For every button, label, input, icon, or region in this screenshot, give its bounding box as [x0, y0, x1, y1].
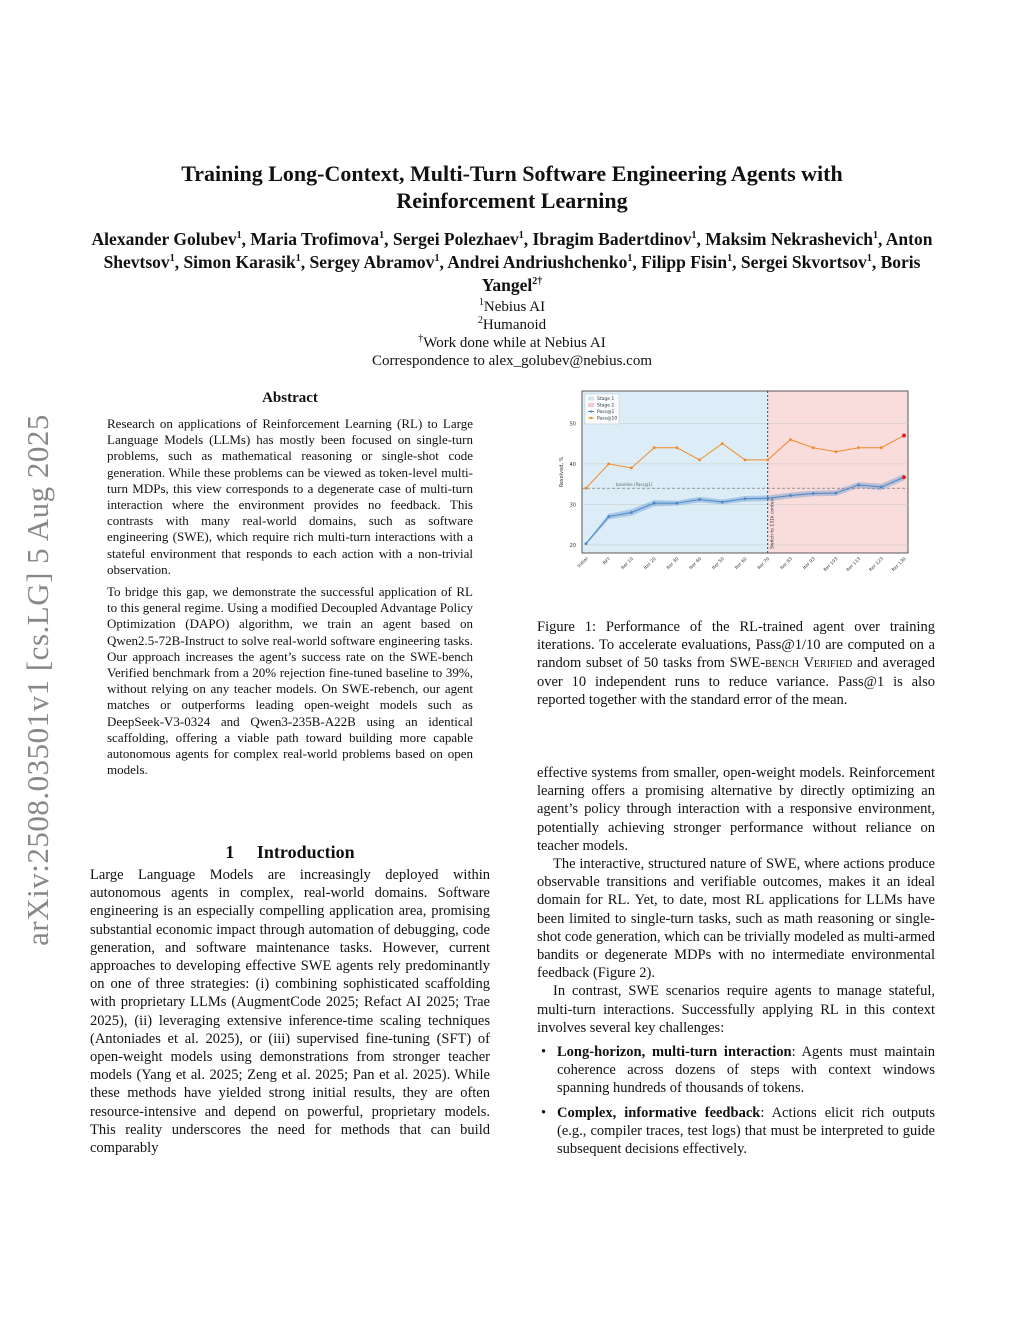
figure-1-caption: Figure 1: Performance of the RL-trained agent over training iterations. To accelerate evaluations, Pass@1/10 are computed on a random subset of 50 tasks from SWE-bench Verified and averaged over 10 independent runs to reduce variance. Pass@1 is also reported together with the standard error of the mean. [537, 619, 935, 708]
x-tick-label: Iter 83 [779, 556, 794, 571]
series-point-pass1 [721, 501, 724, 504]
author-affiliation-sup: 1 [434, 253, 440, 265]
x-tick-label: Iter 130 [891, 556, 908, 573]
legend-label: Pass@1 [597, 410, 615, 415]
author-name: Andrei Andriushchenko [447, 252, 628, 272]
series-point-pass1 [857, 484, 860, 487]
author-affiliation-sup: 1 [518, 230, 524, 242]
x-tick-label: Iter 30 [666, 556, 681, 571]
x-tick-label: Initial [577, 556, 590, 570]
x-tick-label: Iter 10 [620, 556, 635, 571]
affiliation-1-sup: 1 [478, 297, 484, 308]
author-affiliation-sup: 2† [532, 276, 543, 288]
series-point-pass1 [902, 475, 906, 479]
author-affiliation-sup: 1 [295, 253, 301, 265]
author-name: Alexander Golubev [91, 229, 237, 249]
series-point-pass10 [630, 467, 633, 470]
author [310, 252, 440, 272]
intro-paragraph-1: Large Language Models are increasingly deployed within autonomous agents in complex, real-world domains. Software engineering is an especially compelling application area, promising substantial economic impact through automation of debugging, code generation, and software maintenance tasks. However, current approaches to developing effective SWE agents rely predominantly on one of three strategies: (i) combining sophisticated scaffolding with proprietary LLMs (AugmentCode 2025; Refact AI 2025; Trae 2025), (ii) leveraging extensive inference-time scaling techniques (Antoniades et al. 2025), or (iii) supervised fine-tuning (SFT) of open-weight models using demonstrations from stronger teacher models (Yang et al. 2025; Zeng et al. 2025; Pan et al. 2025). While these methods have yielded strong initial results, they are often resource-intensive and depend on powerful, proprietary models. This reality underscores the need for methods that can build comparably [90, 867, 490, 1157]
legend-label: Stage 1 [597, 397, 615, 402]
series-point-pass10 [834, 450, 837, 453]
affiliation-2-name: Humanoid [482, 317, 547, 333]
y-axis-label: Resolved, % [559, 456, 565, 488]
series-point-pass10 [857, 446, 860, 449]
series-point-pass1 [880, 486, 883, 489]
series-point-pass10 [789, 438, 792, 441]
affiliation-1-name: Nebius AI [483, 299, 546, 315]
section-heading-introduction: 1 Introduction [225, 842, 355, 862]
author [250, 229, 384, 249]
series-point-pass10 [812, 446, 815, 449]
author-name: Boris Yangel [481, 252, 921, 295]
paper-title [0, 160, 1024, 214]
x-tick-label: RFT [602, 556, 613, 567]
series-point-pass1 [653, 502, 656, 505]
x-tick-label: Iter 40 [688, 556, 703, 571]
right-paragraph-1: effective systems from smaller, open-weight models. Reinforcement learning offers a promising alternative by directly optimizing an agent’s policy through interaction with a responsive environment, potentially achieving stronger performance without reliance on teacher models. [537, 765, 935, 854]
series-point-pass10 [766, 458, 769, 461]
legend [585, 394, 619, 424]
abstract-paragraph-1: Research on applications of Reinforcement Learning (RL) to Large Language Models (LLMs) has mostly been focused on single-turn problems, such as mathematical reasoning or single-shot code generation. While these problems can be viewed as token-level multi-turn MDPs, this view corresponds to a degenerate case of multi-turn interaction where the environment provides no feedback. This contrasts with many real-world domains, such as software engineering (SWE), which require rich multi-turn interactions with a stateful environment that responds to each action with a non-trivial observation. [107, 416, 473, 577]
baseline-label: baseline (Pass@1) [616, 482, 653, 488]
author-name: Anton Shevtsov [103, 229, 933, 272]
series-point-pass10 [744, 458, 747, 461]
challenge-text: : Actions elicit rich outputs (e.g., compiler traces, test logs) that must be interpreted to guide subsequent decisions effectively. [557, 1104, 935, 1158]
author [705, 229, 878, 249]
x-tick-label: Iter 70 [757, 556, 772, 571]
x-tick-label: Iter 123 [868, 556, 885, 573]
series-point-pass10 [902, 434, 906, 438]
author-name: Sergey Abramov [309, 252, 435, 272]
author-name: Simon Karasik [183, 252, 296, 272]
legend-swatch [588, 403, 594, 407]
x-tick-label: Iter 20 [643, 556, 658, 571]
legend-marker [590, 410, 592, 412]
affiliation-2-sup: 2 [477, 315, 483, 326]
y-tick-label: 30 [569, 502, 576, 509]
series-point-pass1 [789, 494, 792, 497]
author-affiliation-sup: 1 [627, 253, 633, 265]
author-name: Maria Trofimova [250, 229, 380, 249]
legend-label: Stage 2 [597, 403, 615, 409]
series-point-pass10 [653, 446, 656, 449]
right-paragraph-2: The interactive, structured nature of SWE, where actions produce observable transitions and verifiable outcomes, makes it an ideal domain for RL. Yet, to date, most RL applications for LLMs have been limited to single-turn tasks, such as math reasoning or single-shot code generation, which can be trivially modeled as multi-armed bandits or degenerate MDPs with no intermediate environmental feedback (Figure 2). [537, 856, 935, 982]
benchmark-name: SWE-bench Verified [729, 655, 853, 672]
author [447, 252, 632, 272]
right-column-body [537, 764, 935, 1164]
series-point-pass10 [880, 446, 883, 449]
legend-swatch [588, 397, 594, 401]
author-name: Sergei Skvortsov [740, 252, 867, 272]
series-point-pass10 [698, 458, 701, 461]
author [741, 252, 872, 272]
arxiv-watermark [8, 380, 68, 980]
y-tick-label: 40 [569, 461, 576, 468]
abstract-paragraph-2: To bridge this gap, we demonstrate the successful application of RL to this general regime. Using a modified Decoupled Advantage Policy Optimization (DAPO) algorithm, we train an agent based on Qwen2.5-72B-Instruct to solve real-world software engineering tasks. Our approach increases the agent’s success rate on the SWE-bench Verified benchmark from a 20% rejection fine-tuned baseline to 39%, without relying on any teacher models. On SWE-rebench, our agent matches or outperforms leading open-weight models such as DeepSeek-V3-0324 and Qwen3-235B-A22B using an identical scaffolding, offering a viable path toward building more capable autonomous agents for complex real-world problems based on open models. [107, 584, 473, 778]
author-affiliation-sup: 1 [872, 230, 878, 242]
series-point-pass1 [630, 511, 633, 514]
challenge-title: Complex, informative feedback [557, 1104, 761, 1121]
author-affiliation-sup: 1 [236, 230, 242, 242]
author-name: Maksim Nekrashevich [705, 229, 873, 249]
author-affiliation-sup: 1 [727, 253, 733, 265]
series-point-pass10 [675, 446, 678, 449]
y-tick-label: 50 [569, 421, 576, 428]
series-point-pass10 [585, 487, 588, 490]
series-point-pass1 [766, 497, 769, 500]
x-tick-label: Iter 50 [711, 556, 726, 571]
author-name: Filipp Fisin [641, 252, 728, 272]
author-affiliation-sup: 1 [169, 253, 175, 265]
series-point-pass10 [721, 442, 724, 445]
challenge-title: Long-horizon, multi-turn interaction [557, 1044, 792, 1061]
introduction-body [90, 866, 490, 1157]
affiliations [0, 298, 1024, 370]
challenge-text: : Agents must maintain coherence across dozens of steps with context windows spanning hundreds of thousands of tokens. [557, 1044, 935, 1097]
correspondence[interactable]: Correspondence to alex_golubev@nebius.com [372, 353, 652, 369]
x-tick-label: Iter 93 [802, 556, 817, 571]
author-affiliation-sup: 1 [379, 230, 385, 242]
author-affiliation-sup: 1 [866, 253, 872, 265]
series-point-pass1 [675, 502, 678, 505]
figure-1-chart [540, 385, 920, 600]
author-name: Sergei Polezhaev [392, 229, 519, 249]
title-line-2: Reinforcement Learning [396, 188, 628, 213]
y-tick-label: 20 [569, 542, 576, 549]
series-point-pass1 [607, 515, 610, 518]
author-list: Alexander Golubev$^1$, Maria Trofimova$^1$, Sergei Polezhaev$^1$, Ibragim Badertdinov$^1$, Maksim Nekrashevich$^1$, Anton Shevtsov$^1$, Simon Karasik$^1$, Sergey Abramov$^1$, Andrei Andriushchenko$^1$, Filipp Fisin$^1$, Sergei Skvortsov$^1$, Boris Yangel$^{2\dagger}$ [91, 229, 933, 295]
series-point-pass1 [834, 492, 837, 495]
affiliation-note-sup: † [418, 333, 424, 344]
series-point-pass1 [812, 492, 815, 495]
affiliation-note [0, 334, 1024, 352]
author [183, 252, 300, 272]
abstract-heading: Abstract [262, 390, 318, 406]
series-point-pass1 [744, 497, 747, 500]
right-paragraph-3: In contrast, SWE scenarios require agents to manage stateful, multi-turn interactions. Successfully applying RL in this context involves several key challenges: [537, 983, 935, 1036]
series-point-pass10 [607, 463, 610, 466]
affiliation-2 [0, 316, 1024, 334]
challenge-list [537, 1043, 935, 1158]
stage-2-region [768, 391, 908, 553]
abstract-body [107, 416, 473, 784]
affiliation-note-text: Work done while at Nebius AI [423, 335, 606, 351]
author-affiliation-sup: 1 [691, 230, 697, 242]
challenge-item [557, 1043, 935, 1098]
author [641, 252, 732, 272]
legend-marker [590, 417, 592, 419]
x-tick-label: Iter 103 [823, 556, 840, 573]
x-tick-label: Iter 60 [734, 556, 749, 571]
legend-label: Pass@10 [597, 416, 618, 422]
author [393, 229, 524, 249]
stage-split-label: Switch to 131k context [770, 497, 776, 549]
x-tick-label: Iter 113 [845, 556, 862, 573]
author-name: Ibragim Badertdinov [532, 229, 692, 249]
series-point-pass1 [698, 498, 701, 501]
challenge-item [557, 1104, 935, 1159]
series-point-pass1 [585, 542, 588, 545]
author [92, 229, 242, 249]
arxiv-id: arXiv:2508.03501v1 [cs.LG] 5 Aug 2025 [20, 414, 55, 946]
title-line-1: Training Long-Context, Multi-Turn Software Engineering Agents with [181, 161, 843, 186]
affiliation-1 [0, 298, 1024, 316]
author [533, 229, 697, 249]
